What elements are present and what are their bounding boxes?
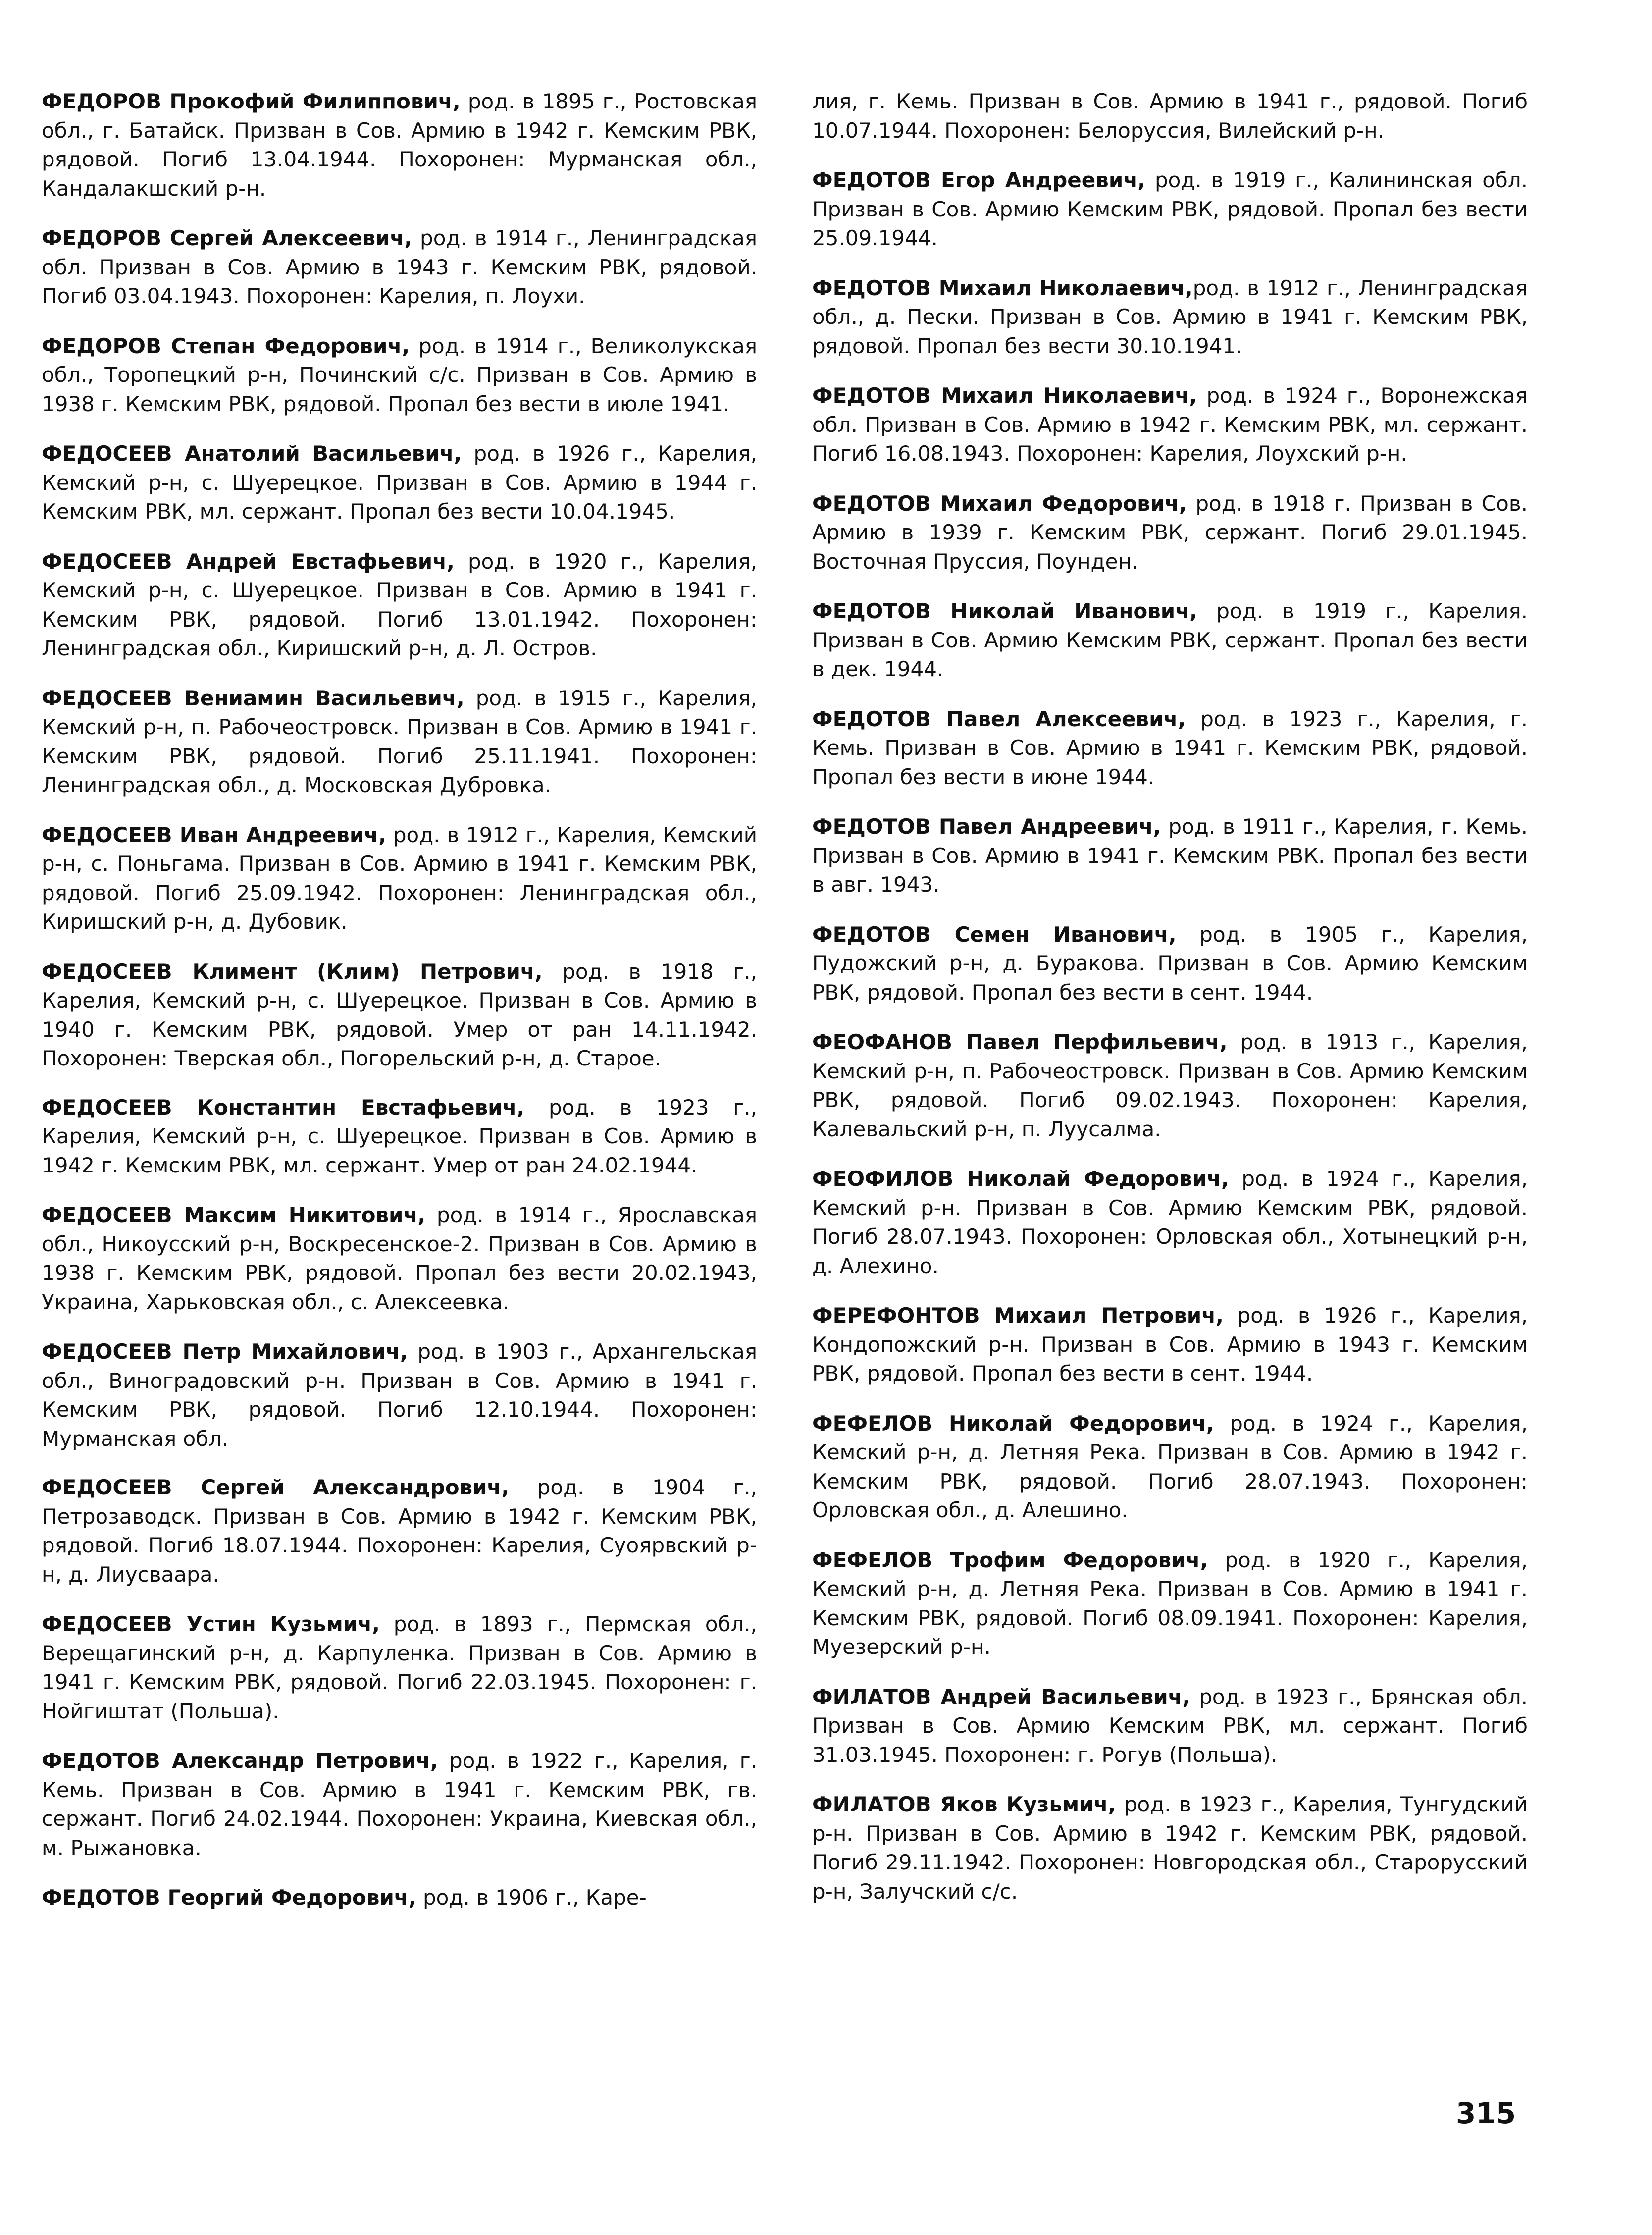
entry-name: ФЕФЕЛОВ Николай Федорович, (812, 1411, 1214, 1436)
entry-text: род. в 1914 г., Великолукская обл., Торопецкий р-н, Починский с/с. Призван в Сов. Армию в 1938 г. Кемским РВК, рядовой. Пропал без вести в июле 1941. (42, 333, 758, 416)
entry (42, 1883, 757, 1913)
entry-name: ФЕОФИЛОВ Николай Федорович, (812, 1167, 1229, 1191)
entry (42, 1747, 757, 1862)
entry-name: ФЕДОСЕЕВ Максим Никитович, (42, 1203, 426, 1227)
entry (812, 1790, 1528, 1906)
page-number: 315 (1456, 2096, 1516, 2130)
entry-text: род. в 1922 г., Карелия, г. Кемь. Призван в Сов. Армию в 1941 г. Кемским РВК, гв. сержант. Погиб 24.02.1944. Похоронен: Украина, Киевская обл., м. Рыжановка. (42, 1749, 757, 1860)
entry-name: ФЕДОТОВ Михаил Николаевич, (812, 275, 1193, 300)
entry-name: ФЕДОТОВ Павел Алексеевич, (812, 706, 1186, 731)
entry-text: род. в 1919 г., Калининская обл. Призван в Сов. Армию Кемским РВК, рядовой. Пропал без вести 25.09.1944. (812, 168, 1528, 250)
entry-name: ФЕДОСЕЕВ Константин Евстафьевич, (42, 1095, 525, 1119)
entry-text: род. в 1924 г., Карелия, Кемский р-н, д. Летняя Река. Призван в Сов. Армию в 1942 г. Кемским РВК, рядовой. Погиб 28.07.1943. Похоронен: Орловская обл., д. Алешино. (812, 1411, 1528, 1522)
entry-name: ФЕДОТОВ Михаил Николаевич, (812, 383, 1197, 408)
entry-name: ФЕДОСЕЕВ Сергей Александрович, (42, 1475, 510, 1499)
entry-name: ФЕДОТОВ Николай Иванович, (812, 599, 1197, 623)
entry-text: род. в 1918 г., Карелия, Кемский р-н, с. Шуерецкое. Призван в Сов. Армию в 1940 г. Кемским РВК, рядовой. Умер от ран 14.11.1942. Похоронен: Тверская обл., Погорельский р-н, д. Старое. (42, 959, 757, 1070)
entry-text: род. в 1920 г., Карелия, Кемский р-н, с. Шуерецкое. Призван в Сов. Армию в 1941 г. Кемским РВК, рядовой. Погиб 13.01.1942. Похоронен: Ленинградская обл., Киришский р-н, д. Л. Остров. (42, 549, 758, 660)
entry-name: ФИЛАТОВ Андрей Васильевич, (812, 1684, 1190, 1709)
entry-text: род. в 1905 г., Карелия, Пудожский р-н, д. Буракова. Призван в Сов. Армию Кемским РВК, рядовой. Пропал без вести в сент. 1944. (812, 922, 1528, 1005)
entry-text: род. в 1926 г., Карелия, Кемский р-н, с. Шуерецкое. Призван в Сов. Армию в 1944 г. Кемским РВК, мл. сержант. Пропал без вести 10.04.1945. (42, 441, 758, 524)
entry-text: род. в 1904 г., Петрозаводск. Призван в Сов. Армию в 1942 г. Кемским РВК, рядовой. Погиб 18.07.1944. Похоронен: Карелия, Суоярвский р-н, д. Лиусваара. (42, 1475, 757, 1587)
entry-name: ФИЛАТОВ Яков Кузьмич, (812, 1792, 1116, 1816)
entry-name: ФЕДОТОВ Егор Андреевич, (812, 168, 1146, 192)
entry (42, 224, 757, 311)
entry-name: ФЕФЕЛОВ Трофим Федорович, (812, 1547, 1208, 1572)
entry (812, 1546, 1528, 1662)
entry-name: ФЕДОСЕЕВ Андрей Евстафьевич, (42, 549, 455, 574)
entry-text: род. в 1923 г., Карелия, г. Кемь. Призван в Сов. Армию в 1941 г. Кемским РВК, рядовой. Пропал без вести в июне 1944. (812, 706, 1528, 789)
entry (812, 920, 1528, 1008)
entry (42, 439, 757, 527)
entry-name: ФЕДОТОВ Александр Петрович, (42, 1749, 438, 1773)
entry (812, 1028, 1528, 1144)
entry-text: род. в 1923 г., Карелия, Тунгудский р-н. Призван в Сов. Армию в 1942 г. Кемским РВК, рядовой. Погиб 29.11.1942. Похоронен: Новгородская обл., Старорусский р-н, Залучский с/с. (812, 1792, 1528, 1904)
entry-text: род. в 1926 г., Карелия, Кондопожский р-н. Призван в Сов. Армию в 1943 г. Кемским РВК, рядовой. Пропал без вести в сент. 1944. (812, 1303, 1528, 1385)
entry-name: ФЕДОРОВ Прокофий Филиппович, (42, 89, 461, 113)
entry-text: род. в 1911 г., Карелия, г. Кемь. Призван в Сов. Армию в 1941 г. Кемским РВК. Пропал без вести в авг. 1943. (812, 814, 1528, 897)
entry (42, 1610, 757, 1726)
entry (812, 489, 1528, 577)
entry-text: род. в 1903 г., Архангельская обл., Виноградовский р-н. Призван в Сов. Армию в 1941 г. Кемским РВК, рядовой. Погиб 12.10.1944. Похоронен: Мурманская обл. (42, 1339, 758, 1451)
entry (812, 1683, 1528, 1770)
left-column (42, 66, 757, 1931)
entry-name: ФЕОФАНОВ Павел Перфильевич, (812, 1030, 1228, 1054)
entry (42, 1337, 757, 1453)
entry (812, 381, 1528, 469)
right-column (812, 66, 1528, 1925)
entry-text: род. в 1912 г., Карелия, Кемский р-н, с. Поньгама. Призван в Сов. Армию в 1941 г. Кемским РВК, рядовой. Погиб 25.09.1942. Похоронен: Ленинградская обл., Киришский р-н, д. Дубовик. (42, 822, 757, 934)
entry (42, 958, 757, 1073)
entry (42, 1473, 757, 1589)
entry-text: род. в 1918 г. Призван в Сов. Армию в 1939 г. Кемским РВК, сержант. Погиб 29.01.1945. Восточная Пруссия, Поунден. (812, 491, 1528, 574)
entry (812, 812, 1528, 900)
entry-name: ФЕДОТОВ Павел Андреевич, (812, 814, 1161, 839)
entry-text: род. в 1906 г., Каре- (416, 1885, 647, 1910)
entry-name: ФЕДОСЕЕВ Анатолий Васильевич, (42, 441, 462, 466)
entry-text: род. в 1915 г., Карелия, Кемский р-н, п. Рабочеостровск. Призван в Сов. Армию в 1941 г. Кемским РВК, рядовой. Погиб 25.11.1941. Похоронен: Ленинградская обл., д. Московская Дубровка. (42, 686, 758, 797)
entry-text: род. в 1914 г., Ленинградская обл. Призван в Сов. Армию в 1943 г. Кемским РВК, рядовой. Погиб 03.04.1943. Похоронен: Карелия, п. Лоухи. (42, 226, 757, 308)
entry-name: ФЕДОРОВ Степан Федорович, (42, 333, 410, 358)
entry (812, 597, 1528, 684)
entry (42, 332, 757, 419)
entry (812, 166, 1528, 253)
entry-text: род. в 1924 г., Воронежская обл. Призван в Сов. Армию в 1942 г. Кемским РВК, мл. сержант. Погиб 16.08.1943. Похоронен: Карелия, Лоухский р-н. (812, 383, 1528, 466)
entry-text: род. в 1914 г., Ярославская обл., Никоусский р-н, Воскресенское-2. Призван в Сов. Армию в 1938 г. Кемским РВК, рядовой. Пропал без вести 20.02.1943, Украина, Харьковская обл., с. Алексеевка. (42, 1203, 758, 1314)
entry-name: ФЕДОСЕЕВ Вениамин Васильевич, (42, 686, 465, 710)
entry-name: ФЕДОСЕЕВ Устин Кузьмич, (42, 1612, 380, 1636)
entry-name: ФЕДОТОВ Георгий Федорович, (42, 1885, 416, 1910)
entry-name: ФЕДОСЕЕВ Климент (Клим) Петрович, (42, 959, 543, 984)
entry-text: род. в 1895 г., Ростовская обл., г. Батайск. Призван в Сов. Армию в 1942 г. Кемским РВК, рядовой. Погиб 13.04.1944. Похоронен: Мурманская обл., Кандалакшский р-н. (42, 89, 757, 201)
entry-text: род. в 1919 г., Карелия. Призван в Сов. Армию Кемским РВК, сержант. Пропал без вести в дек. 1944. (812, 599, 1528, 681)
entry-text: род. в 1920 г., Карелия, Кемский р-н, д. Летняя Река. Призван в Сов. Армию в 1941 г. Кемским РВК, рядовой. Погиб 08.09.1941. Похоронен: Карелия, Муезерский р-н. (812, 1547, 1528, 1659)
entry-continuation: лия, г. Кемь. Призван в Сов. Армию в 1941 г., рядовой. Погиб 10.07.1944. Похоронен: Белоруссия, Вилейский р-н. (812, 89, 1528, 143)
entry-text: род. в 1913 г., Карелия, Кемский р-н, п. Рабочеостровск. Призван в Сов. Армию Кемским РВК, рядовой. Погиб 09.02.1943. Похоронен: Карелия, Калевальский р-н, п. Луусалма. (812, 1030, 1528, 1141)
entry (42, 87, 757, 203)
entry (42, 684, 757, 800)
entry-name: ФЕДОТОВ Семен Иванович, (812, 922, 1177, 947)
entry (812, 1409, 1528, 1525)
entry (42, 821, 757, 937)
entry-name: ФЕРЕФОНТОВ Михаил Петрович, (812, 1303, 1224, 1328)
entry (812, 274, 1528, 361)
entry-text: род. в 1924 г., Карелия, Кемский р-н. Призван в Сов. Армию Кемским РВК, рядовой. Погиб 28.07.1943. Похоронен: Орловская обл., Хотынецкий р-н, д. Алехино. (812, 1167, 1528, 1278)
entry (42, 1093, 757, 1180)
entry-text: род. в 1893 г., Пермская обл., Верещагинский р-н, д. Карпуленка. Призван в Сов. Армию в 1941 г. Кемским РВК, рядовой. Погиб 22.03.1945. Похоронен: г. Нойгиштат (Польша). (42, 1612, 757, 1723)
entry-text: род. в 1923 г., Брянская обл. Призван в Сов. Армию Кемским РВК, мл. сержант. Погиб 31.03.1945. Похоронен: г. Рогув (Польша). (812, 1684, 1528, 1767)
entry (42, 547, 757, 663)
entry-text: род. в 1923 г., Карелия, Кемский р-н, с. Шуерецкое. Призван в Сов. Армию в 1942 г. Кемским РВК, мл. сержант. Умер от ран 24.02.1944. (42, 1095, 757, 1177)
entry-name: ФЕДОСЕЕВ Петр Михайлович, (42, 1339, 408, 1364)
entry (812, 705, 1528, 792)
entry-name: ФЕДОРОВ Сергей Алексеевич, (42, 226, 413, 250)
entry-text: род. в 1912 г., Ленинградская обл., д. Пески. Призван в Сов. Армию в 1941 г. Кемским РВК, рядовой. Пропал без вести 30.10.1941. (812, 275, 1528, 358)
entry (812, 1165, 1528, 1280)
entry (812, 1301, 1528, 1388)
entry-name: ФЕДОСЕЕВ Иван Андреевич, (42, 822, 387, 847)
entry-name: ФЕДОТОВ Михаил Федорович, (812, 491, 1187, 516)
entry (42, 1201, 757, 1317)
